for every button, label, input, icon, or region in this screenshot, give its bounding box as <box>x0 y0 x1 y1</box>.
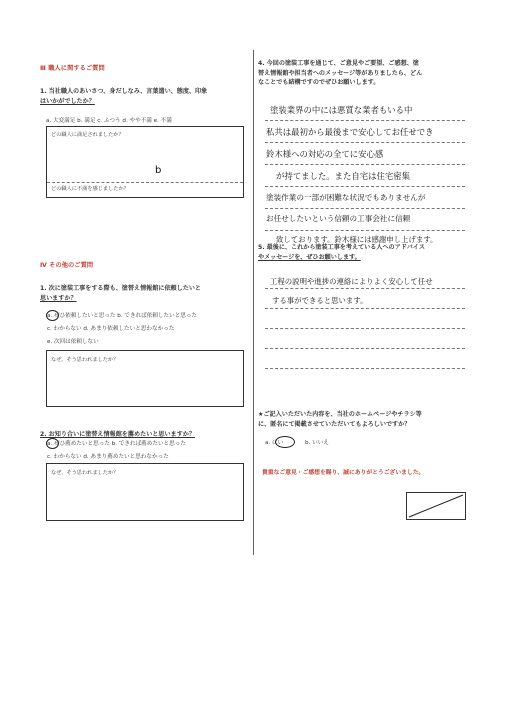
question-line: 思いますか？ <box>40 294 77 302</box>
option-line-c: c. わからない d. あまり依頼したいと思わなかった <box>47 326 175 332</box>
writing-line <box>265 308 465 309</box>
writing-line <box>265 328 465 329</box>
option-line-a: a. ぜひ依頼したいと思った b. できれば依頼したいと思った <box>47 313 198 319</box>
handwritten-opinion-line: 塗装業界の中には悪質な業者もいる中 <box>270 105 413 115</box>
question-line: 1. 当社職人のあいさつ、身だしなみ、言葉遣い、態度、印象 <box>40 88 208 95</box>
writing-line <box>265 164 465 165</box>
options-craftsmen-impression: a. 大変満足 b. 満足 c. ふつう d. やや不満 e. 不満 <box>46 118 172 124</box>
box-label-satisfied: どの職人に満足されましたか？ <box>51 132 124 138</box>
box-separator <box>47 182 243 183</box>
column-divider <box>253 50 254 555</box>
question-line: に、匿名にて掲載させていただいてもよろしいですか？ <box>258 420 411 428</box>
question-request-again <box>40 284 250 303</box>
handwritten-opinion-line: 塗装作業の一部が困難な状況でもありませんが <box>266 193 426 202</box>
handwritten-opinion-line: お任せしたいという信頼の工事会社に信頼 <box>266 214 411 223</box>
option-yes: a. はい <box>265 440 284 446</box>
handwritten-advice-line: 工程の説明や進捗の連絡によりよく安心して任せ <box>270 277 433 286</box>
handwritten-opinion-line: 私共は最初から最後まで安心してお任せでき <box>266 127 434 137</box>
box-label-reason: なぜ、そう思われましたか？ <box>51 357 119 363</box>
handwritten-opinion-line: が持てました。また自宅は住宅密集 <box>276 171 410 181</box>
thanks-message: 貴重なご意見・ご感想を賜り、誠にありがとうございました。 <box>262 470 425 476</box>
handwritten-answer: b <box>155 165 162 176</box>
diagonal-line-icon <box>407 493 465 519</box>
question-line: 替え情報館や担当者へのメッセージ等がありましたら、どん <box>258 69 423 77</box>
writing-line <box>265 120 465 121</box>
question-line: やメッセージを、ぜひお願いします。 <box>258 253 361 261</box>
writing-line <box>265 142 465 143</box>
question-opinions <box>258 59 473 88</box>
writing-line <box>265 208 465 209</box>
section-heading-other: Ⅳ その他のご質問 <box>40 262 94 269</box>
question-craftsmen-impression <box>40 87 248 106</box>
question-line: なことでも結構ですのでぜひお願いします。 <box>258 79 380 86</box>
handwritten-opinion-line: 致しております。鈴木様には感謝申し上げます。 <box>276 235 438 244</box>
question-advice <box>258 243 473 262</box>
section-heading-craftsmen: Ⅲ 職人に関するご質問 <box>40 65 105 72</box>
confirmation-stamp-box <box>406 492 466 520</box>
option-line-c: c. わからない d. あまり薦めたいと思わなかった <box>47 454 169 460</box>
question-line: 4. 今回の塗装工事を通じて、ご意見やご要望、ご感想、塗 <box>258 60 419 67</box>
request-reason-box <box>46 350 244 407</box>
question-line: 5. 最後に、これから塗装工事を考えている人へのアドバイス <box>258 244 425 251</box>
question-line: 1. 次に塗装工事をする際も、塗替え情報館に依頼したいと <box>40 285 202 292</box>
question-line: 2. お知り合いに塗替え情報館を薦めたいと思いますか？ <box>40 431 195 438</box>
craftsmen-comment-box <box>46 126 244 198</box>
box-label-dissatisfied: どの職人に不満を感じましたか？ <box>51 186 129 192</box>
question-publish <box>258 410 473 429</box>
advice-lines <box>265 272 465 372</box>
writing-line <box>265 186 465 187</box>
option-line-a: a. ぜひ薦めたいと思った b. できれば薦めたいと思った <box>47 441 186 447</box>
question-line: ★ご記入いただいた内容を、当社のホームページやチラシ等 <box>258 411 422 418</box>
handwritten-advice-line: する事ができると思います。 <box>272 296 368 305</box>
option-line-e: e. 次回は依頼しない <box>47 339 99 345</box>
box-label-reason: なぜ、そう思われましたか？ <box>51 470 119 476</box>
recommend-reason-box <box>46 463 244 521</box>
writing-line <box>265 288 465 289</box>
writing-line <box>265 348 465 349</box>
handwritten-opinion-line: 鈴木様への対応の全てに安心感 <box>266 149 384 159</box>
writing-line <box>265 368 465 369</box>
option-no: b. いいえ <box>305 440 329 446</box>
writing-line <box>265 230 465 231</box>
question-line: はいかがでしたか？ <box>40 97 95 105</box>
